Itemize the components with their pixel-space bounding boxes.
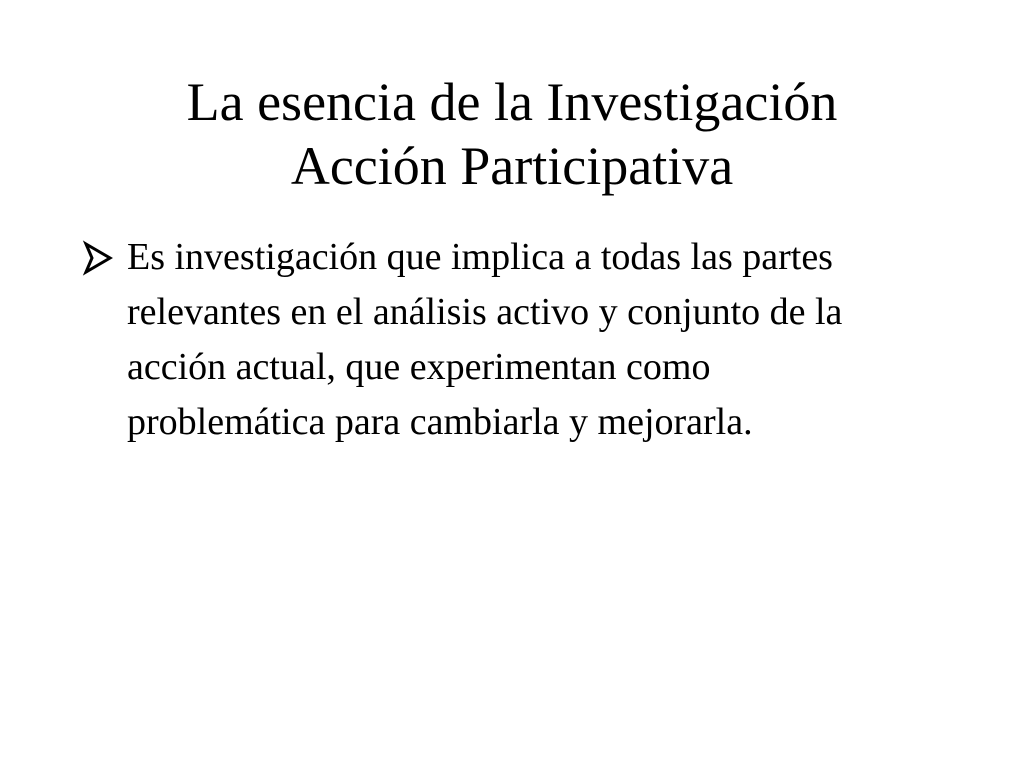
bullet-text: Es investigación que implica a todas las partes relevantes en el análisis activo y conjunto de la acción actual, que experimentan como problemática para cambiarla y mejorarla. [127,236,843,443]
bullet-list [80,230,900,450]
bullet-item [80,230,900,450]
slide-title [0,70,1024,198]
title-line-2: Acción Participativa [290,136,734,196]
arrowhead-bullet-icon [80,239,118,277]
title-line-1: La esencia de la Investigación [186,72,838,132]
